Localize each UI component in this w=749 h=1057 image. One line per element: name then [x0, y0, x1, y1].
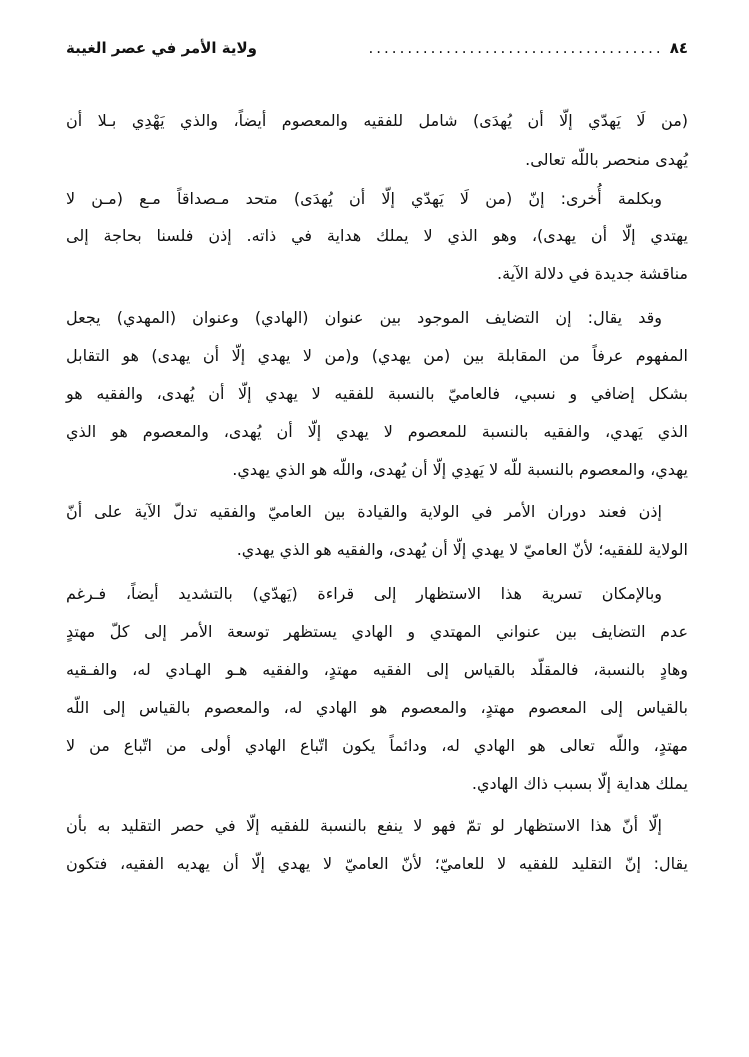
book-title: ولاية الأمر في عصر الغيبة — [66, 39, 257, 57]
text-line: يقال: إنّ التقليد للفقيه لا للعاميّ؛ لأنّ العاميّ لا يهدي إلّا أن يهديه الفقيه، فتكون — [66, 854, 688, 873]
text-line: عدم التضايف بين عنواني المهتدي و الهادي يستظهر توسعة الأمر إلى كلّ مهتدٍ — [66, 622, 688, 641]
header-leader-dots: ...................................... — [368, 39, 664, 57]
text-line: يهدي، والمعصوم بالنسبة للّه لا يَهدِي إلّا أن يُهدى، واللّه هو الذي يهدي. — [232, 460, 688, 479]
text-line: مناقشة جديدة في دلالة الآية. — [496, 264, 688, 283]
text-line: وبكلمة أُخرى: إنّ (من لَا يَهدّي إلّا أن يُهدَى) متحد مـصداقاً مـع (مـن لا — [66, 189, 662, 208]
text-line: (من لَا يَهدّي إلّا أن يُهدَى) شامل للفقيه والمعصوم أيضاً، والذي يَهْدِي بـلا أن — [66, 111, 688, 130]
text-line: بالقياس إلى المعصوم مهتدٍ، والمعصوم هو الهادي له، والمعصوم بالقياس إلى اللّه — [66, 698, 688, 717]
text-line: الولاية للفقيه؛ لأنّ العاميّ لا يهدي إلّا أن يُهدى، والفقيه هو الذي يهدي. — [236, 540, 688, 559]
text-line: وبالإمكان تسرية هذا الاستظهار إلى قراءة (يَهدّي) بالتشديد أيضاً، فـرغم — [66, 584, 662, 603]
text-line: وقد يقال: إن التضايف الموجود بين عنوان (الهادي) وعنوان (المهدي) يجعل — [66, 308, 662, 327]
text-line: مهتدٍ، واللّه تعالى هو الهادي له، ودائماً يكون اتّباع الهادي أولى من اتّباع من لا — [66, 736, 688, 755]
running-header — [66, 34, 688, 62]
text-line: يهتدي إلّا أن يهدى)، وهو الذي لا يملك هداية في ذاته. إذن فلسنا بحاجة إلى — [66, 226, 688, 245]
text-line: إذن فعند دوران الأمر في الولاية والقيادة بين العاميّ والفقيه تدلّ الآية على أنّ — [66, 502, 662, 521]
page-number: ٨٤ — [669, 39, 688, 57]
text-line: يملك هداية إلّا بسبب ذاك الهادي. — [471, 774, 688, 793]
text-line: وهادٍ بالنسبة، فالمقلّد بالقياس إلى الفقيه مهتدٍ، والفقيه هـو الهـادي له، والفـقيه — [66, 660, 688, 679]
text-line: الذي يَهدي، والفقيه بالنسبة للمعصوم لا يهدي إلّا أن يُهدى، والمعصوم هو الذي — [66, 422, 688, 441]
text-line: إلّا أنّ هذا الاستظهار لو تمّ فهو لا ينفع بالنسبة للفقيه إلّا في حصر التقليد به بأن — [66, 816, 662, 835]
text-line: يُهدى منحصر باللّه تعالى. — [525, 150, 688, 169]
text-line: المفهوم عرفاً من المقابلة بين (من يهدي) و(من لا يهدي إلّا أن يهدى) هو التقابل — [66, 346, 688, 365]
text-line: بشكل إضافي و نسبي، فالعاميّ بالنسبة للفقيه لا يهدي إلّا أن يُهدى، والفقيه هو — [66, 384, 688, 403]
